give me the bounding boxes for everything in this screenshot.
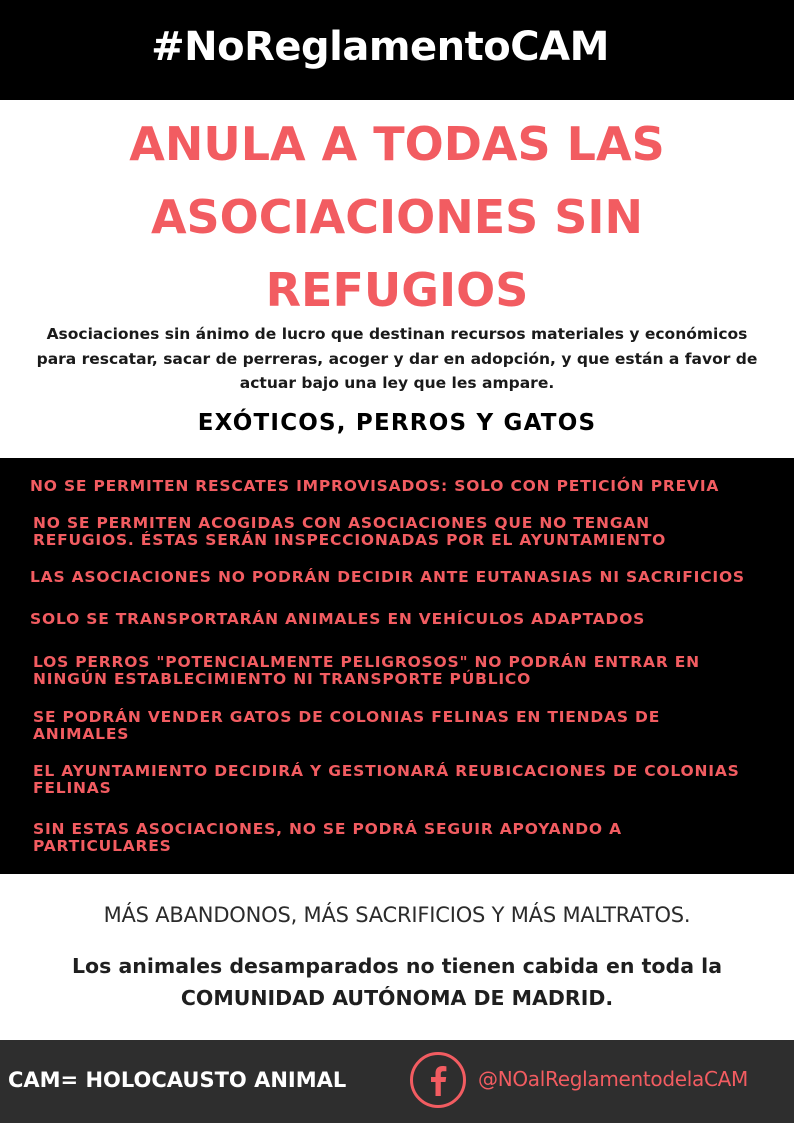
closing-line-2: COMUNIDAD AUTÓNOMA DE MADRID. [180, 986, 614, 1010]
intro-line-1: Asociaciones sin ánimo de lucro que destinan recursos materiales y económicos [46, 325, 748, 343]
rule-1-line-1: NO SE PERMITEN RESCATES IMPROVISADOS: SOLO CON PETICIÓN PREVIA [30, 477, 720, 495]
headline-line-2: ASOCIACIONES SIN [150, 190, 644, 244]
rule-2-line-1: NO SE PERMITEN ACOGIDAS CON ASOCIACIONES QUE NO TENGAN [33, 514, 650, 532]
headline [60, 108, 734, 327]
rule-item-4 [30, 611, 780, 628]
headline-line-3: REFUGIOS [265, 263, 529, 317]
rule-6-line-2: ANIMALES [33, 724, 130, 743]
rule-2-line-2: REFUGIOS. ÉSTAS SERÁN INSPECCIONADAS POR EL AYUNTAMIENTO [33, 530, 667, 549]
rule-item-5 [33, 654, 783, 687]
rule-4-line-1: SOLO SE TRANSPORTARÁN ANIMALES EN VEHÍCULOS ADAPTADOS [30, 610, 646, 628]
headline-line-1: ANULA A TODAS LAS [129, 117, 665, 171]
rule-item-3 [30, 569, 780, 586]
rule-7-line-2: FELINAS [33, 778, 112, 797]
rule-3-line-1: LAS ASOCIACIONES NO PODRÁN DECIDIR ANTE EUTANASIAS NI SACRIFICIOS [30, 568, 745, 586]
rule-item-6 [33, 709, 783, 742]
rule-7-line-1: EL AYUNTAMIENTO DECIDIRÁ Y GESTIONARÁ REUBICACIONES DE COLONIAS [33, 762, 740, 780]
header-bar [0, 0, 794, 100]
rule-item-8 [33, 821, 783, 854]
rule-8-line-1: SIN ESTAS ASOCIACIONES, NO SE PODRÁ SEGUIR APOYANDO A [33, 820, 622, 838]
outcome-statement: MÁS ABANDONOS, MÁS SACRIFICIOS Y MÁS MALTRATOS. [103, 903, 691, 927]
rules-panel [0, 458, 794, 874]
section-subhead: EXÓTICOS, PERROS Y GATOS [197, 410, 597, 436]
intro-line-2: para rescatar, sacar de perreras, acoger y dar en adopción, y que están a favor de [36, 349, 758, 368]
intro-paragraph [20, 322, 774, 396]
facebook-handle-link[interactable]: @NOalReglamentodelaCAM [478, 1067, 748, 1091]
closing-statement [30, 950, 764, 1014]
rule-8-line-2: PARTICULARES [33, 836, 172, 855]
facebook-icon[interactable] [410, 1052, 466, 1108]
rule-6-line-1: SE PODRÁN VENDER GATOS DE COLONIAS FELINAS EN TIENDAS DE [33, 708, 661, 726]
rule-item-2 [33, 515, 783, 548]
rule-item-7 [33, 763, 783, 796]
footer-slogan: CAM= HOLOCAUSTO ANIMAL [8, 1068, 347, 1092]
facebook-glyph [428, 1066, 450, 1096]
intro-line-3: actuar bajo una ley que les ampare. [239, 374, 555, 392]
rule-5-line-2: NINGÚN ESTABLECIMIENTO NI TRANSPORTE PÚBLICO [33, 669, 532, 688]
rule-5-line-1: LOS PERROS "POTENCIALMENTE PELIGROSOS" NO PODRÁN ENTRAR EN [33, 653, 700, 671]
closing-line-1: Los animales desamparados no tienen cabida en toda la [71, 954, 723, 978]
footer-bar [0, 1040, 794, 1123]
hashtag-title: #NoReglamentoCAM [151, 24, 609, 70]
rule-item-1 [30, 478, 780, 495]
